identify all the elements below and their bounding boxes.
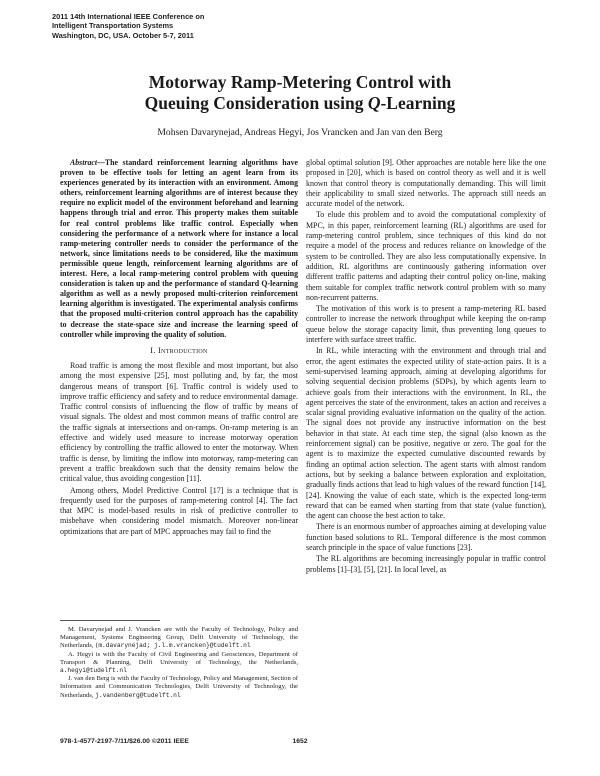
body-paragraph: In RL, while interacting with the environment and through trial and error, the agent estimates the expected utility of state-action pairs. It is a semi-supervised learning approach, aiming at developing algorithms for solving sequential decision problems (SDPs), by which agents learn to achieve goals from their interactions with the environment. In RL, the agent perceives the state of the environment, takes an action and receives a scalar signal providing evaluative information on the quality of the action. The signal does not provide any instructive information on the best behavior in that state. At each time step, the signal (also known as the reinforcement signal) can be positive, negative or zero. The goal for the agent is to maximize the expected cumulative discounted rewards by finding an optimal action selection. The agent starts with almost random actions, but by seeking a balance between exploration and exploitation, gradually finds actions that lead to high values of the reward function [14], [24]. Knowing the value of each state, which is the expected long-term reward that can be earned when starting from that state (value function), the agent can choose the best action to take. [306,346,546,521]
title-line-2 [0,93,600,114]
body-paragraph: The motivation of this work is to present a ramp-metering RL based controller to increase the network throughput while keeping the on-ramp queue below the storage capacity limit, thus preventing long queues to interfere with surface street traffic. [306,304,546,345]
footnote-text: A. Hegyi is with the Faculty of Civil Engineering and Geosciences, Department of Transport & Planning, Delft University of Technology, the Netherlands, [60,650,298,666]
isbn-footer: 978-1-4577-2197-7/11/$26.00 ©2011 IEEE [60,738,189,745]
title-prefix: Queuing Consideration using [144,93,368,113]
section-number: I. [150,345,156,355]
abstract-label: Abstract [70,158,98,167]
footnote-rule [60,620,160,621]
body-paragraph: There is an enormous number of approaches aiming at developing value function based solutions to RL. Temporal difference is the most common search principle in the space of value functions [23]. [306,522,546,552]
footnote-text: J. van den Berg is with the Faculty of Technology, Policy and Management, Section of Information and Communication Technologies, Delft University of Technology, the Netherlands, [60,675,298,699]
title-q: Q [367,93,381,113]
body-paragraph: global optimal solution [9]. Other approaches are notable here like the one proposed in [20], which is based on control theory as well and it is well known that control theory is computationally demanding. This will limit their applicability to small sized networks. The approach still needs an accurate model of the network. [306,158,546,209]
paper-title [0,72,600,114]
right-column [306,158,546,575]
footnote [60,651,298,676]
conference-header [52,12,352,40]
body-paragraph: The RL algorithms are becoming increasingly popular in traffic control problems [1]–[3], [5], [21]. In local level, as [306,554,546,574]
body-paragraph: Among others, Model Predictive Control [17] is a technique that is frequently used for the purposes of ramp-metering control [4]. The fact that MPC is model-based results in risk of predictive controller to misbehave when considering model mismatch. Moreover non-linear optimizations that are part of MPC approaches may fail to find the [60,485,298,536]
section-title: Introduction [158,345,208,355]
conference-line: Washington, DC, USA. October 5-7, 2011 [52,30,194,40]
footnote-email[interactable]: j.vandenberg@tudelft.nl [95,691,181,699]
footnotes [60,626,298,700]
title-line-1: Motorway Ramp-Metering Control with [148,72,452,92]
left-column [60,158,298,537]
footnote [60,626,298,651]
section-heading [60,346,298,356]
conference-line: Intelligent Transportation Systems [52,21,174,31]
conference-line: 2011 14th International IEEE Conference on [52,12,205,21]
footnote-email[interactable]: m.davarynejad; j.l.m.vrancken}@tudelft.nl [98,642,251,650]
abstract-text: —The standard reinforcement learning algorithms have proven to be effective tools for letting an agent learn from its experiences generated by its interaction with an environment. Among others, reinforcement learning algorithms are of interest because they require no explicit model of the environment beforehand and learning happens through trial and error. This property makes them suitable for real control problems like traffic control. Especially when considering the performance of a network where for instance a local ramp-metering controller needs to consider the performance of the network, since limitations needs to be considered, like the maximum permissible queue length, reinforcement learning algorithms are of interest. Here, a local ramp-metering control problem with queuing consideration is taken up and the performance of standard Q-learning algorithm as well as a newly proposed multi-criterion reinforcement learning algorithm is investigated. The experimental analysis confirms that the proposed multi-criterion control approach has the capability to decrease the state-space size and increase the learning speed of controller while improving the quality of solution. [60,158,298,339]
body-paragraph: To elude this problem and to avoid the computational complexity of MPC, in this paper, reinforcement learning (RL) algorithms are used for ramp-metering control problem, since techniques of this kind do not require a model of the process and reduces reliance on knowledge of the system to be controlled. They are also less computationally expensive. In addition, RL algorithms are continuously gathering information over different traffic patterns and adapting their control policy on-line, making them suitable for complex traffic network control problem with so many non-recurrent patterns. [306,210,546,302]
author-list: Mohsen Davarynejad, Andreas Hegyi, Jos Vrancken and Jan van den Berg [157,127,443,138]
footnote-text: M. Davarynejad and J. Vrancken are with the Faculty of Technology, Policy and Management, Systems Engineering Group, Delft University of Technology, the Netherlands, { [60,626,298,650]
body-paragraph: Road traffic is among the most flexible and most important, but also among the most expensive [25], most polluting and, by far, the most dangerous means of transport [6]. Traffic control is widely used to improve traffic efficiency and safety and to reduce environmental damage. Traffic control consists of influencing the flow of traffic by means of visual signals. The oldest and most common means of traffic control are the traffic signals at intersections and on-ramps. On-ramp metering is an effective and widely used measure to increase motorway operation efficiency by controlling the traffic allowed to enter the motorway. When traffic is dense, by limiting the inflow into motorway, ramp-metering can prevent a traffic breakdown such that the density remains below the critical value, thus avoiding congestion [11]. [60,360,298,484]
abstract [60,158,298,340]
footnote [60,675,298,700]
page-number: 1652 [292,738,308,745]
title-suffix: -Learning [380,93,456,113]
footnote-email[interactable]: a.hegyi@tudelft.nl [60,667,127,675]
